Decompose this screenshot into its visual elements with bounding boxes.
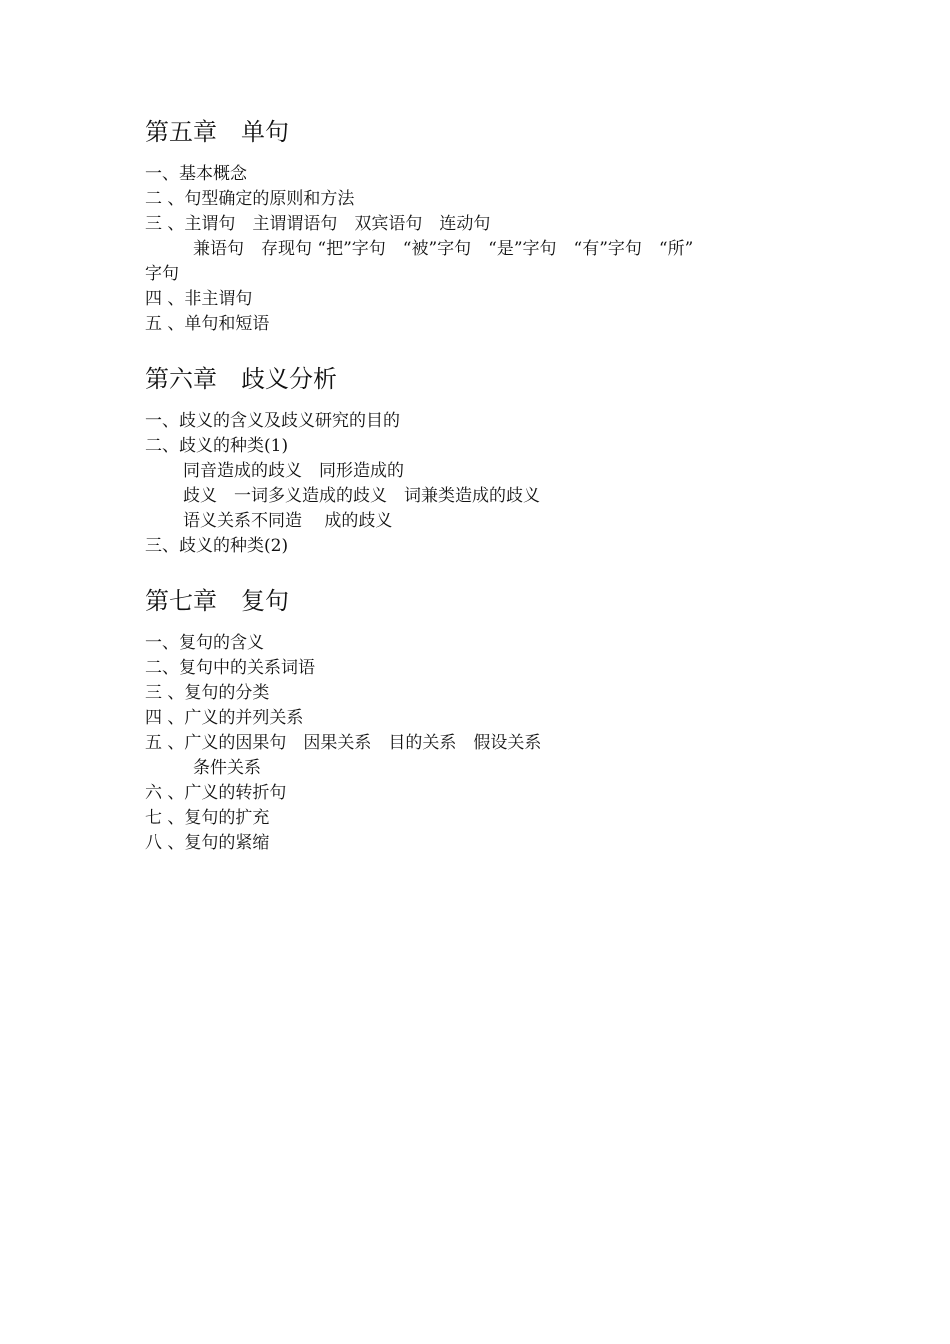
outline-item: 六 、广义的转折句	[145, 783, 287, 803]
outline-item: 三 、复句的分类	[145, 683, 270, 703]
outline-item: 二 、句型确定的原则和方法	[145, 189, 355, 209]
outline-item: 三 、主谓句 主谓谓语句 双宾语句 连动句	[145, 214, 491, 234]
outline-item: 条件关系	[193, 758, 261, 778]
outline-item: 字句	[145, 264, 179, 284]
chapter-title: 第七章 复句	[145, 587, 289, 615]
outline-item: 四 、广义的并列关系	[145, 708, 304, 728]
outline-item: 八 、复句的紧缩	[145, 833, 270, 853]
outline-item: 歧义 一词多义造成的歧义 词兼类造成的歧义	[183, 486, 540, 506]
outline-item: 一、复句的含义	[145, 633, 264, 653]
outline-item: 二、歧义的种类(1)	[145, 436, 289, 456]
outline-item: 兼语句 存现句 “把”字句 “被”字句 “是”字句 “有”字句 “所”	[193, 239, 694, 259]
outline-item: 五 、广义的因果句 因果关系 目的关系 假设关系	[145, 733, 542, 753]
chapter-title: 第六章 歧义分析	[145, 365, 337, 393]
outline-item: 语义关系不同造 成的歧义	[183, 511, 393, 531]
outline-item: 同音造成的歧义 同形造成的	[183, 461, 404, 481]
outline-item: 七 、复句的扩充	[145, 808, 270, 828]
chapter-5	[145, 112, 825, 337]
chapter-title: 第五章 单句	[145, 118, 289, 146]
outline-item: 五 、单句和短语	[145, 314, 270, 334]
chapter-7	[145, 581, 825, 856]
outline-item: 三、歧义的种类(2)	[145, 536, 289, 556]
chapter-6	[145, 359, 825, 559]
outline-item: 二、复句中的关系词语	[145, 658, 315, 678]
document-page	[145, 112, 825, 856]
outline-item: 一、基本概念	[145, 164, 247, 184]
outline-item: 一、歧义的含义及歧义研究的目的	[145, 411, 400, 431]
outline-item: 四 、非主谓句	[145, 289, 253, 309]
